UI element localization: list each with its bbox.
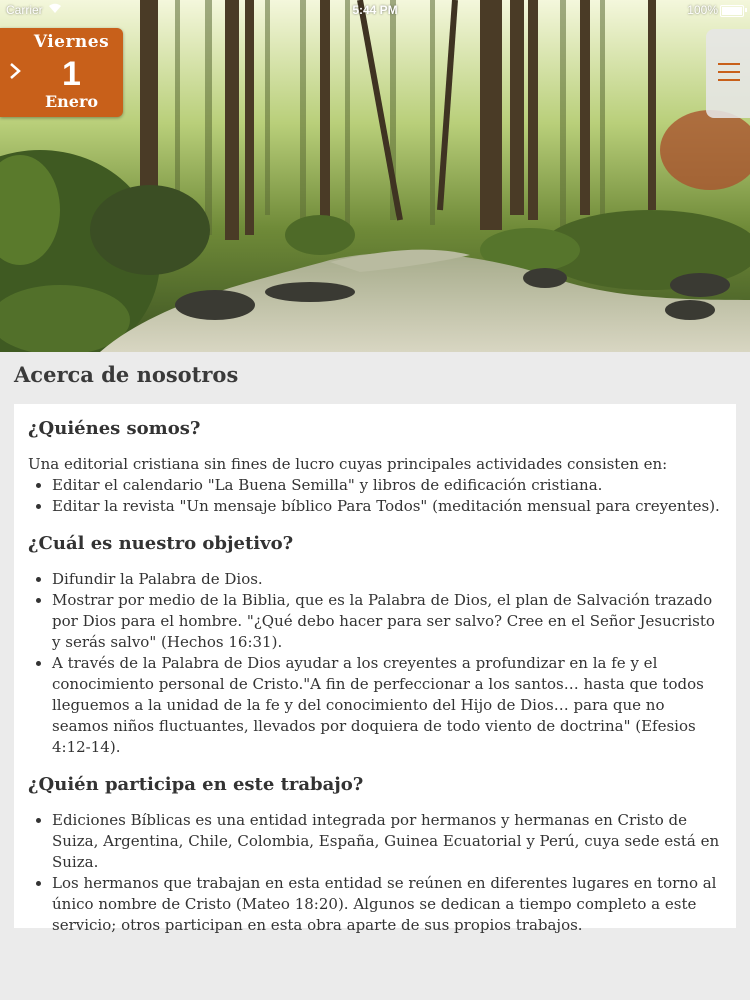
carrier-label: Carrier (6, 3, 43, 17)
section-list-participants (28, 810, 722, 936)
date-selector-button[interactable] (0, 28, 123, 117)
list-item: • Difundir la Palabra de Dios. (52, 569, 722, 590)
battery-icon (720, 5, 744, 17)
date-month: Enero (44, 92, 99, 111)
section-intro: Una editorial cristiana sin fines de lucro cuyas principales actividades consisten en: (28, 455, 668, 473)
date-day: 1 (62, 55, 81, 93)
about-card (14, 404, 736, 934)
battery-tip (745, 8, 747, 12)
list-item: • Los hermanos que trabajan en esta entidad se reúnen en diferentes lugares en torno al único nombre de Cristo (Mateo 18:20). Algunos se dedican a tiempo completo a este servicio; otros participan en esta obra aparte de sus propios trabajos. (52, 873, 722, 936)
list-item: • Ediciones Bíblicas es una entidad integrada por hermanos y hermanas en Cristo de Suiza, Argentina, Chile, Colombia, España, Guinea Ecuatorial y Perú, cuya sede está en Suiza. (52, 810, 722, 873)
page-title: Acerca de nosotros (14, 362, 239, 387)
list-item: • Editar la revista "Un mensaje bíblico Para Todos" (meditación mensual para creyentes). (52, 496, 722, 517)
battery-percent: 100% (687, 3, 718, 17)
list-item: • Mostrar por medio de la Biblia, que es la Palabra de Dios, el plan de Salvación trazado por Dios para el hombre. "¿Qué debo hacer para ser salvo? Cree en el Señor Jesucristo y serás salvo" (Hechos 16:31). (52, 590, 722, 653)
section-heading-participants: ¿Quién participa en este trabajo? (28, 774, 364, 795)
status-time: 5:44 PM (352, 3, 398, 17)
list-item: • Editar el calendario "La Buena Semilla" y libros de edificación cristiana. (52, 475, 722, 496)
section-list-who (28, 475, 722, 517)
section-heading-who: ¿Quiénes somos? (28, 418, 201, 439)
date-weekday: Viernes (33, 32, 110, 52)
section-heading-objective: ¿Cuál es nuestro objetivo? (28, 533, 294, 554)
section-list-objective (28, 569, 722, 758)
list-item: • A través de la Palabra de Dios ayudar a los creyentes a profundizar en la fe y el conocimiento personal de Cristo."A fin de perfeccionar a los santos… hasta que todos lleguemos a la unidad de la fe y del conocimiento del Hijo de Dios… para que no seamos niños fluctuantes, llevados por doquiera de todo viento de doctrina" (Efesios 4:12-14). (52, 653, 722, 758)
status-bar (0, 0, 750, 20)
menu-button[interactable] (706, 29, 750, 118)
